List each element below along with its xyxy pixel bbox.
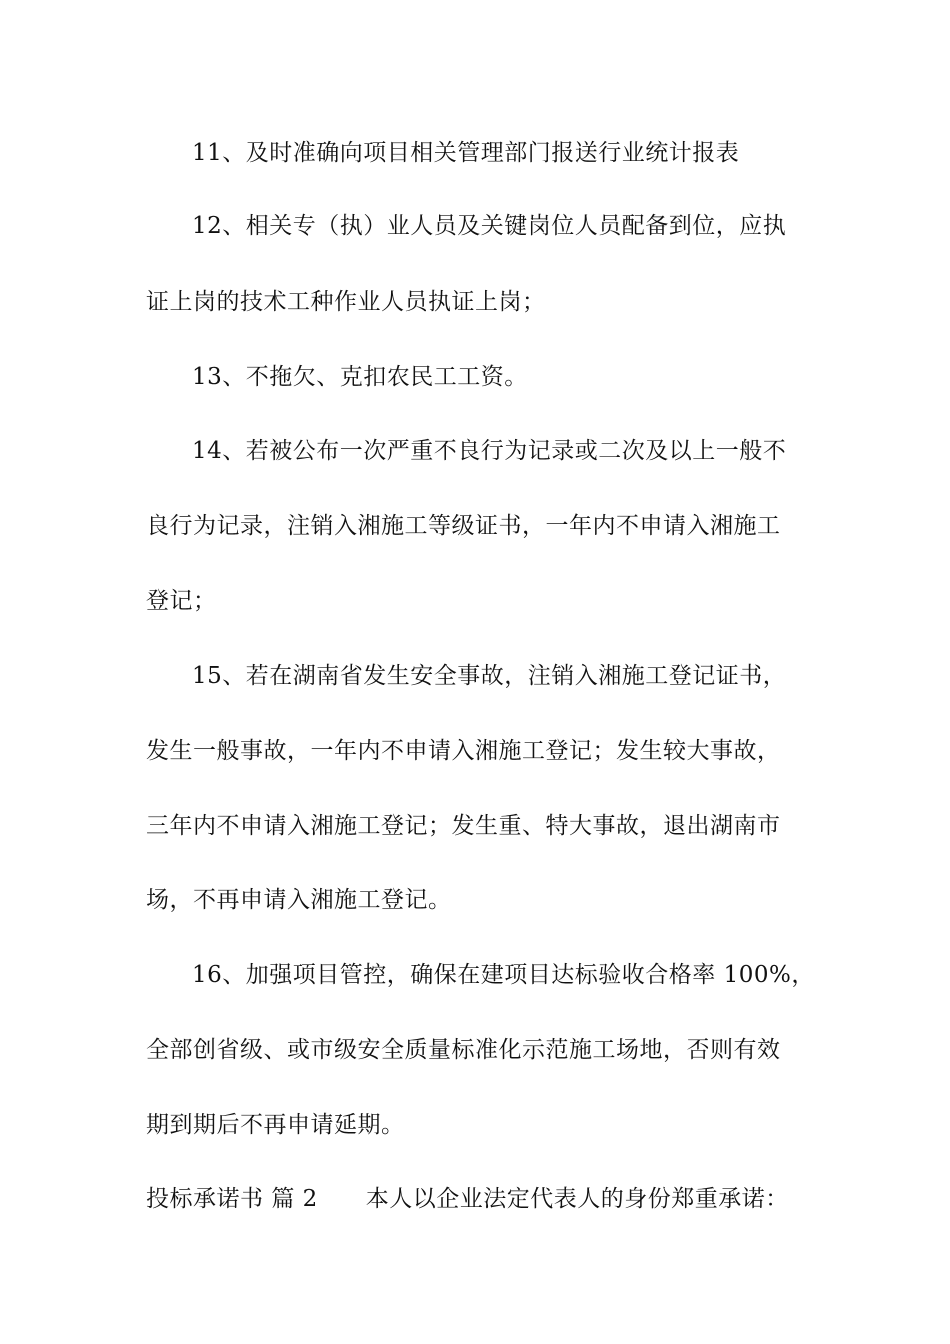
paragraph-14-line-3: 登记； [146, 588, 217, 614]
paragraph-15-line-2: 发生一般事故，一年内不申请入湘施工登记；发生较大事故， [146, 738, 781, 764]
paragraph-12-line-1: 12、相关专（执）业人员及关键岗位人员配备到位，应执 [192, 213, 787, 239]
paragraph-14-line-2: 良行为记录，注销入湘施工等级证书，一年内不申请入湘施工 [146, 513, 781, 539]
paragraph-16-line-3: 期到期后不再申请延期。 [146, 1112, 405, 1138]
paragraph-14-line-1: 14、若被公布一次严重不良行为记录或二次及以上一般不 [192, 438, 787, 464]
section-heading [146, 1184, 826, 1214]
paragraph-13: 13、不拖欠、克扣农民工工资。 [192, 364, 528, 390]
paragraph-15-line-4: 场，不再申请入湘施工登记。 [146, 887, 452, 913]
heading-text: 本人以企业法定代表人的身份郑重承诺： [365, 1186, 789, 1212]
paragraph-16-line-1: 16、加强项目管控，确保在建项目达标验收合格率 100%， [192, 962, 815, 988]
paragraph-15-line-3: 三年内不申请入湘施工登记；发生重、特大事故，退出湖南市 [146, 813, 781, 839]
paragraph-12-line-2: 证上岗的技术工种作业人员执证上岗； [146, 289, 546, 315]
paragraph-16-line-2: 全部创省级、或市级安全质量标准化示范施工场地，否则有效 [146, 1037, 781, 1063]
heading-part: 篇 2 [271, 1186, 318, 1212]
heading-title: 投标承诺书 [146, 1186, 264, 1212]
paragraph-15-line-1: 15、若在湖南省发生安全事故，注销入湘施工登记证书， [192, 663, 787, 689]
paragraph-11: 11、及时准确向项目相关管理部门报送行业统计报表 [192, 140, 740, 166]
